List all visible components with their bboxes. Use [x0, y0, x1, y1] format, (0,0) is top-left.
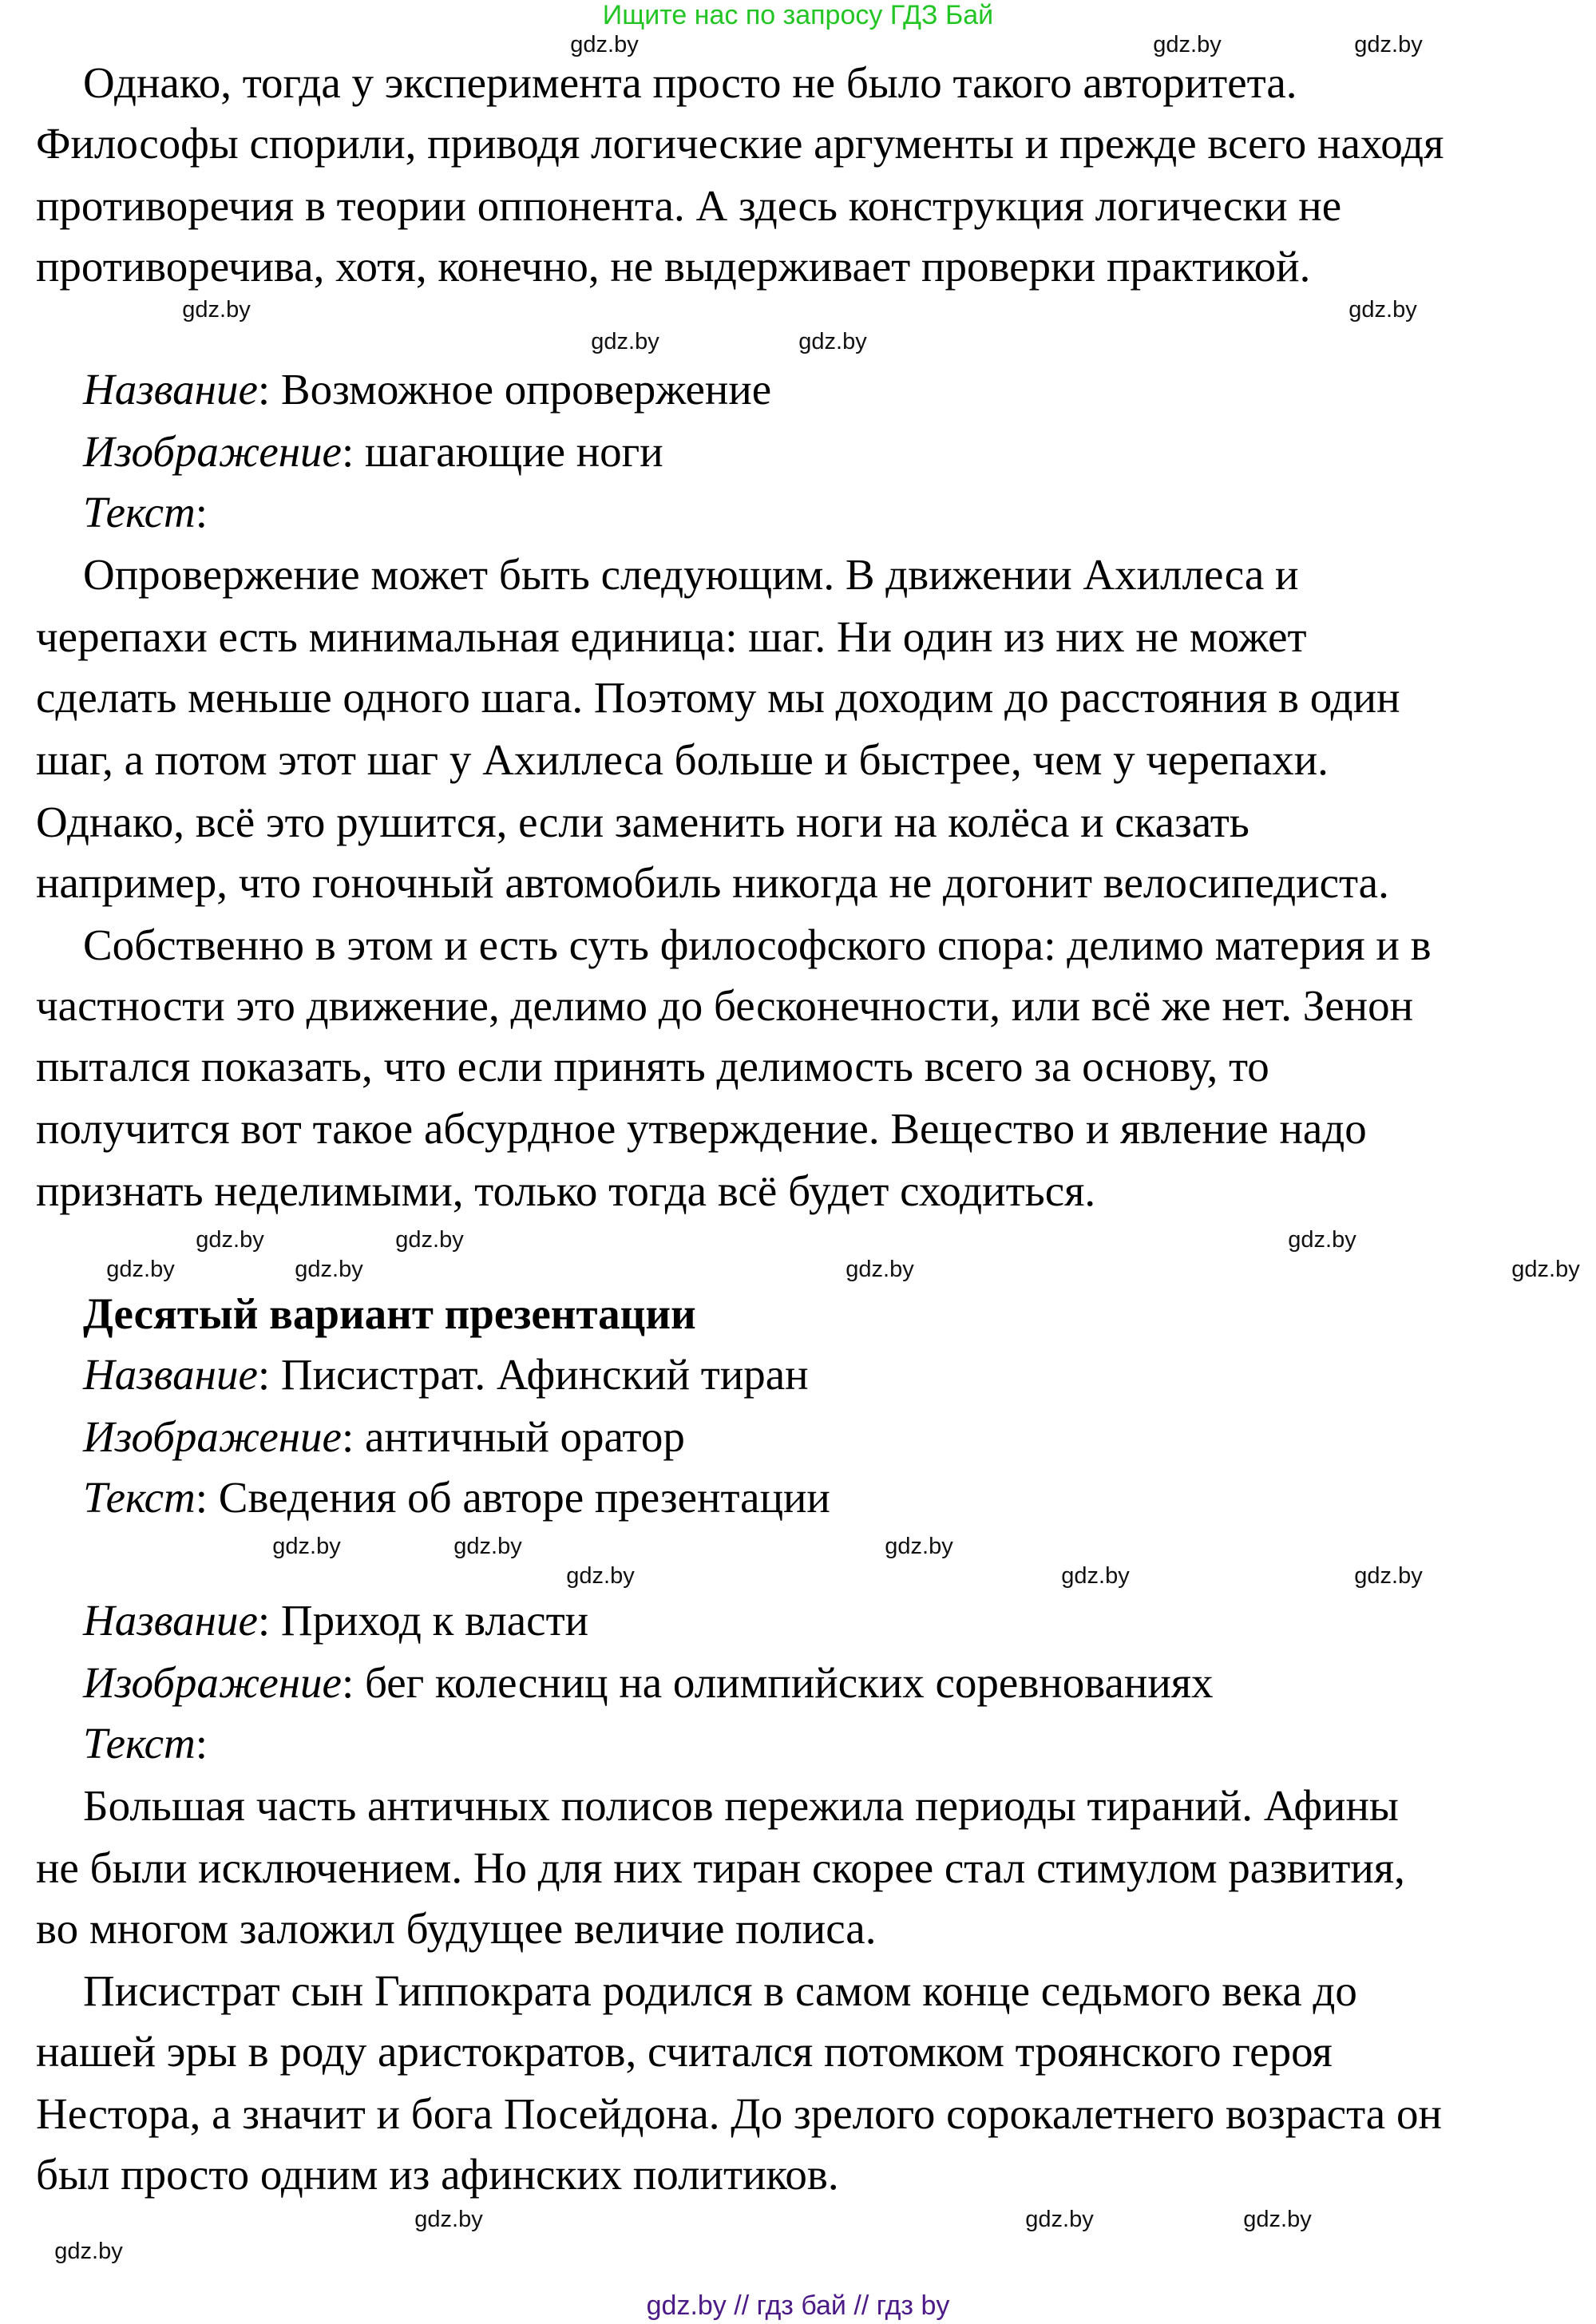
watermark: gdz.by [1288, 1227, 1356, 1253]
text-span: Философы спорили, приводя логические аргументы и прежде всего находя [36, 118, 1444, 168]
text-line [36, 798, 1249, 846]
watermark: gdz.by [1243, 2207, 1312, 2232]
watermark: gdz.by [196, 1227, 264, 1253]
text-line [36, 182, 1341, 230]
text-span: частности это движение, делимо до бесконечности, или всё же нет. Зенон [36, 981, 1414, 1031]
text-line [83, 489, 208, 536]
watermark: gdz.by [846, 1257, 914, 1282]
watermark: gdz.by [1153, 32, 1222, 57]
text-span: Однако, тогда у эксперимента просто не было такого авторитета. [83, 57, 1297, 107]
watermark: gdz.by [182, 297, 251, 323]
text-line [83, 428, 663, 476]
text-span: : античный оратор [341, 1412, 685, 1462]
text-line [36, 1844, 1405, 1892]
watermark: gdz.by [1511, 1257, 1580, 1282]
text-line [36, 982, 1413, 1030]
text-line [36, 859, 1389, 907]
text-line [36, 674, 1400, 722]
text-line [83, 366, 771, 414]
watermark: gdz.by [1354, 32, 1423, 57]
text-line [36, 1167, 1095, 1215]
text-line [36, 1043, 1269, 1091]
text-span: : бег колесниц на олимпийских соревнованиях [341, 1658, 1214, 1708]
text-span: пытался показать, что если принять делимость всего за основу, то [36, 1042, 1269, 1091]
field-label: Название [83, 1350, 258, 1400]
watermark: gdz.by [1061, 1563, 1130, 1589]
field-label: Изображение [83, 1658, 342, 1708]
watermark: gdz.by [414, 2207, 483, 2232]
text-line [83, 1659, 1214, 1707]
watermark: gdz.by [272, 1534, 341, 1559]
text-span: Однако, всё это рушится, если заменить ноги на колёса и сказать [36, 797, 1249, 846]
text-span: Большая часть античных полисов пережила периоды тираний. Афины [83, 1781, 1399, 1831]
text-span: получится вот такое абсурдное утверждение. Вещество и явление надо [36, 1104, 1367, 1154]
text-span: противоречива, хотя, конечно, не выдерживает проверки практикой. [36, 241, 1311, 291]
text-line [83, 1413, 685, 1461]
text-span: : [195, 488, 208, 537]
section-heading: Десятый вариант презентации [83, 1289, 696, 1339]
text-span: Собственно в этом и есть суть философского спора: делимо материя и в [83, 920, 1432, 969]
watermark: gdz.by [54, 2239, 123, 2264]
field-label: Текст [83, 1473, 196, 1522]
text-line [36, 2028, 1333, 2076]
site-footer: gdz.by // гдз бай // гдз by [646, 2290, 950, 2321]
text-span: не были исключением. Но для них тиран скорее стал стимулом развития, [36, 1843, 1405, 1893]
watermark: gdz.by [570, 32, 639, 57]
watermark: gdz.by [1348, 297, 1417, 323]
text-span: шаг, а потом этот шаг у Ахиллеса больше и быстрее, чем у черепахи. [36, 734, 1329, 784]
text-span: : [195, 1719, 208, 1768]
watermark: gdz.by [295, 1257, 363, 1282]
text-span: : Возможное опровержение [257, 364, 772, 414]
text-line [83, 59, 1297, 107]
text-span: Писистрат сын Гиппократа родился в самом конце седьмого века до [83, 1966, 1357, 2016]
text-line [36, 1105, 1367, 1153]
text-line [83, 1597, 588, 1645]
text-line [83, 1474, 830, 1522]
field-label: Название [83, 364, 258, 414]
text-span: был просто одним из афинских политиков. [36, 2150, 839, 2199]
text-span: Нестора, а значит и бога Посейдона. До зрелого сорокалетнего возраста он [36, 2089, 1442, 2139]
text-span: признать неделимыми, только тогда всё будет сходиться. [36, 1166, 1096, 1216]
text-line [36, 120, 1444, 168]
watermark: gdz.by [1025, 2207, 1094, 2232]
watermark: gdz.by [453, 1534, 522, 1559]
text-span: : Приход к власти [257, 1596, 589, 1645]
text-line [36, 736, 1329, 784]
field-label: Изображение [83, 426, 342, 476]
text-span: во многом заложил будущее величие полиса. [36, 1904, 877, 1954]
watermark: gdz.by [1354, 1563, 1423, 1589]
text-line [36, 243, 1310, 291]
site-banner: Ищите нас по запросу ГДЗ Бай [602, 0, 994, 30]
text-span: черепахи есть минимальная единица: шаг. Ни один из них не может [36, 612, 1307, 661]
field-label: Текст [83, 1719, 196, 1768]
text-line [83, 1290, 696, 1338]
text-span: : шагающие ноги [341, 426, 663, 476]
text-span: : Сведения об авторе презентации [195, 1473, 830, 1522]
field-label: Изображение [83, 1412, 342, 1462]
text-span: Опровержение может быть следующим. В движении Ахиллеса и [83, 549, 1299, 599]
text-span: : Писистрат. Афинский тиран [257, 1350, 809, 1400]
text-line [36, 2090, 1442, 2138]
watermark: gdz.by [798, 329, 867, 354]
text-line [83, 921, 1432, 969]
text-line [36, 2151, 839, 2199]
watermark: gdz.by [106, 1257, 175, 1282]
text-span: сделать меньше одного шага. Поэтому мы доходим до расстояния в один [36, 673, 1400, 723]
watermark: gdz.by [885, 1534, 953, 1559]
text-line [83, 1967, 1357, 2015]
text-line [83, 551, 1298, 599]
field-label: Текст [83, 488, 196, 537]
text-line [83, 1720, 208, 1768]
watermark: gdz.by [591, 329, 659, 354]
text-line [36, 1905, 876, 1953]
text-span: например, что гоночный автомобиль никогда не догонит велосипедиста. [36, 858, 1389, 908]
text-line [83, 1351, 809, 1399]
watermark: gdz.by [566, 1563, 635, 1589]
field-label: Название [83, 1596, 258, 1645]
text-line [36, 613, 1307, 661]
text-span: нашей эры в роду аристократов, считался потомком троянского героя [36, 2027, 1333, 2077]
text-span: противоречия в теории оппонента. А здесь конструкция логически не [36, 180, 1342, 230]
text-line [83, 1782, 1399, 1830]
watermark: gdz.by [395, 1227, 464, 1253]
